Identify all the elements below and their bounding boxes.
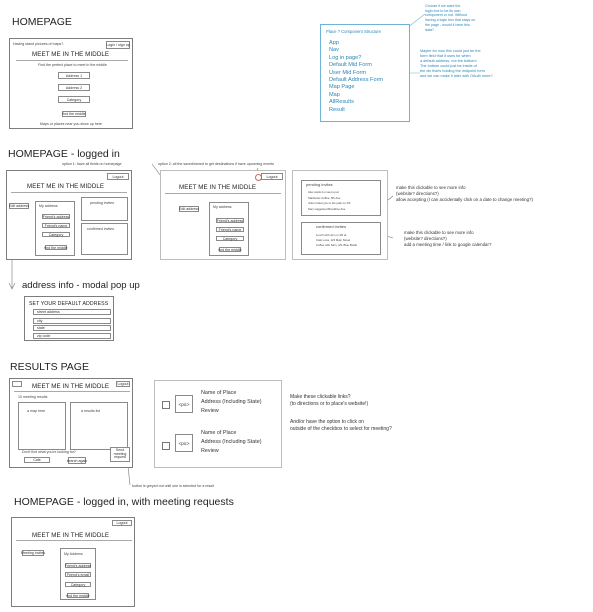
app-title: MEET ME IN THE MIDDLE [27, 183, 105, 190]
note-line: Maybe for now this could just be the [420, 49, 481, 53]
homepage-caption: Having stand pictures of maps? [13, 42, 64, 46]
results-bottom-text: Don't find what you're looking for? [22, 450, 76, 454]
logout-button[interactable]: Logout [117, 382, 129, 386]
logout-button[interactable]: Logout [112, 520, 132, 526]
edit-address-button[interactable]: Edit address [179, 207, 199, 211]
result-item[interactable] [201, 429, 262, 456]
address-modal [24, 296, 114, 341]
find-middle-button[interactable]: find the middle [62, 112, 86, 116]
result-item[interactable] [201, 389, 262, 416]
result-detail-frame [154, 380, 282, 468]
modal-title: SET YOUR DEFAULT ADDRESS [29, 301, 109, 307]
section-title-results: RESULTS PAGE [10, 361, 89, 373]
find-middle-button[interactable]: find the middle [44, 245, 68, 250]
pending-item[interactable]: Alex wants to meet up at [308, 190, 339, 194]
note-line: Choose if we want the [425, 4, 461, 8]
note-line: (to directions or to place's website!) [290, 400, 369, 407]
note-line: and we can make it later with OAuth more? [420, 74, 493, 78]
app-title: MEET ME IN THE MIDDLE [32, 532, 110, 539]
friend-address-field[interactable]: Friend's address [42, 214, 70, 219]
component-item: Map Page [329, 84, 355, 91]
address1-field[interactable]: Address 1 [58, 72, 90, 79]
pending-item[interactable]: Starbucks Coffee, 5th Ave [308, 195, 341, 200]
component-item: Default Mid Form [329, 62, 372, 69]
results-note-2 [290, 419, 392, 433]
section-title-logged-in: HOMEPAGE - logged in [8, 148, 120, 160]
results-note-1 [290, 394, 368, 408]
option1-note: option 1: have all fields on homepage [62, 162, 122, 166]
note-line: The bottom could just be inside of [420, 64, 477, 68]
note-line: having a login box that stays on [425, 18, 476, 23]
divider [14, 391, 130, 392]
component-item: AllResults [329, 99, 354, 106]
confirmed-invites-box[interactable] [81, 223, 128, 255]
section-title-meeting-requests: HOMEPAGE - logged in, with meeting requests [14, 496, 234, 508]
search-again-button[interactable]: search again [66, 458, 88, 463]
note-line: (website? directions?) [396, 190, 439, 196]
confirmed-item[interactable]: Lunch with Jen on 4/5 at [316, 233, 347, 237]
app-title: MEET ME IN THE MIDDLE [32, 51, 110, 58]
component-item: Default Address Form [329, 77, 384, 84]
confirmed-card-title: confirmed invites [316, 224, 347, 229]
map-label: a map here [27, 409, 46, 413]
address2-field[interactable]: Address 2 [58, 84, 90, 91]
pending-item[interactable]: Sam suggested Brookline Ave [308, 206, 346, 211]
note-line: outside of the checkbox to select for meeting? [290, 425, 392, 432]
pending-note [396, 185, 533, 203]
component-item: Nav [329, 47, 339, 54]
notification-icon[interactable] [255, 174, 262, 181]
component-note-top [425, 4, 475, 32]
list-label: a results list [81, 409, 100, 413]
component-item: Map [329, 91, 340, 98]
my-address-label: My address [213, 205, 232, 209]
note-line: Make these clickable links? [290, 394, 351, 400]
category-select[interactable]: Category [216, 236, 244, 241]
divider [16, 540, 132, 541]
login-box[interactable]: Login / sign up [106, 43, 130, 47]
logged-in-frame-2 [160, 170, 286, 260]
note-line: form field that it uses for when [420, 54, 471, 58]
pending-invites-card[interactable] [301, 180, 381, 216]
results-map[interactable] [18, 402, 66, 450]
results-list[interactable] [70, 402, 128, 450]
app-title: MEET ME IN THE MIDDLE [179, 184, 257, 191]
logout-button[interactable]: Logout [107, 173, 129, 180]
homepage-subtitle: Find the perfect place to meet in the middle [38, 63, 107, 67]
note-line: login box to be its own [425, 8, 461, 13]
component-heading: Place ? Component Structure [326, 29, 381, 34]
result-picture: <pic> [175, 395, 193, 413]
result-checkbox[interactable] [162, 442, 170, 450]
mid-form [35, 201, 75, 256]
result-checkbox[interactable] [162, 401, 170, 409]
button-greyed-note: button is greyed out until one is selected for a result [132, 484, 215, 488]
edit-address-button[interactable]: Edit address [9, 204, 29, 208]
friend-address-field[interactable]: Friend's address [64, 563, 92, 568]
note-line: data? [425, 27, 434, 32]
note-line: add a meeting time / link to google calendar? [404, 241, 492, 247]
place-review[interactable]: Review [201, 448, 219, 454]
component-structure-box [320, 24, 410, 122]
back-button[interactable] [12, 381, 22, 387]
section-title-homepage: HOMEPAGE [12, 16, 72, 28]
option2-note: option 2: all the saved/stored to get destinations if have upcoming events [158, 162, 274, 166]
results-frame [9, 378, 133, 468]
note-line: make this clickable to see more info [404, 230, 474, 235]
component-item: Result [329, 106, 345, 113]
friend-name-field[interactable]: Friend's name [42, 223, 70, 228]
logout-button[interactable]: Logout [261, 173, 283, 180]
homepage-footer: Maps or places near you show up here [40, 122, 102, 126]
note-line: allow accepting (I can accidentally click on a date to change meeting?) [396, 196, 533, 202]
note-line: component or not. Without [425, 13, 468, 18]
pending-list [308, 190, 350, 212]
friend-address-field[interactable]: Friend's address [216, 218, 244, 223]
note-line: a default address, not the bottom! [420, 59, 477, 63]
divider [11, 192, 127, 193]
component-list [329, 40, 383, 114]
app-title: MEET ME IN THE MIDDLE [32, 383, 110, 390]
confirmed-invites-label: confirmed invites [87, 227, 114, 231]
requests-frame [11, 517, 135, 607]
mid-form [209, 202, 249, 256]
component-item: Log in page? [329, 54, 362, 61]
send-meeting-request-button[interactable]: Send meeting request [110, 447, 130, 462]
street-address-field[interactable]: street address [33, 309, 111, 315]
place-address[interactable]: Address (Including State) [201, 399, 262, 405]
confirmed-invites-card[interactable] [301, 222, 381, 255]
pending-item[interactable]: Julie invited you to the park on 4/5 [308, 201, 351, 205]
results-count: 10 meeting results [18, 395, 48, 399]
component-item: App [329, 40, 339, 46]
note-line: (website? directions?) [404, 235, 447, 241]
note-line: make this clickable to see more info [396, 185, 466, 190]
homepage-frame [9, 38, 133, 129]
note-line: And/or have the option to click on [290, 419, 364, 425]
place-name[interactable]: Name of Place [201, 430, 237, 436]
confirmed-item[interactable]: Cafe Luna, 123 Main Street [316, 238, 351, 242]
divider [16, 60, 128, 61]
meeting-invites-button[interactable]: Meeting invites [21, 551, 45, 555]
component-item: User Mid Form [329, 69, 366, 76]
state-field[interactable]: state [33, 325, 111, 331]
pending-card-title: pending invites [306, 182, 333, 187]
my-address-label: My Address [64, 552, 83, 556]
friend-name-field[interactable]: Friend's name [216, 227, 244, 232]
category-select[interactable]: Category [42, 232, 70, 237]
confirmed-item[interactable]: Coffee with Sam, 4/9, Blue Bottle [316, 243, 357, 247]
component-note-bottom [420, 49, 493, 79]
category-select[interactable]: Cafe [24, 457, 50, 463]
place-review[interactable]: Review [201, 408, 219, 414]
category-select[interactable]: Category [65, 582, 91, 587]
logged-in-frame-1 [6, 170, 132, 260]
confirmed-list [316, 233, 357, 248]
note-line: the div that's holding the midpoint form [420, 69, 485, 73]
category-select[interactable]: Category [58, 96, 90, 103]
pending-invites-box[interactable] [81, 197, 128, 221]
find-middle-button[interactable]: find the middle [218, 247, 242, 252]
friend-email-field[interactable]: Friend's email [66, 572, 90, 577]
find-middle-button[interactable]: find the middle [66, 593, 90, 598]
confirmed-note [404, 230, 491, 248]
city-field[interactable]: city [33, 318, 111, 324]
invites-panel [292, 170, 388, 260]
divider [165, 193, 281, 194]
mid-form [60, 548, 96, 600]
zip-field[interactable]: zip code [33, 333, 111, 339]
note-line: the page - would it have this [425, 22, 470, 27]
pending-invites-label: pending invites [90, 201, 114, 205]
result-picture: <pic> [175, 434, 193, 452]
place-address[interactable]: Address (Including State) [201, 439, 262, 445]
my-address-label: My address [39, 204, 58, 208]
place-name[interactable]: Name of Place [201, 390, 237, 396]
section-title-address-modal: address info - modal pop up [22, 280, 140, 291]
